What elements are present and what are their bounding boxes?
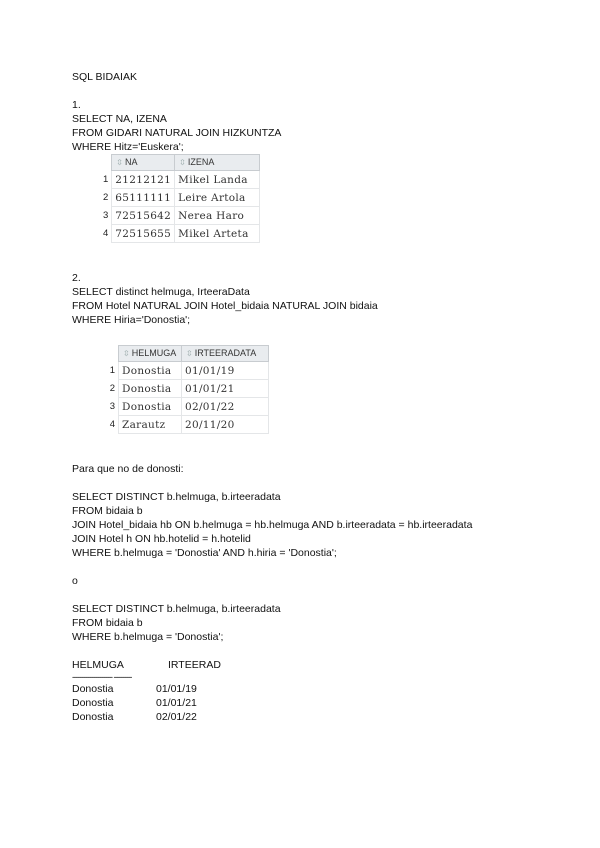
query-1-line: FROM GIDARI NATURAL JOIN HIZKUNTZA <box>72 127 282 139</box>
cell-na: 72515655 <box>112 225 175 243</box>
cell-izena: Mikel Arteta <box>175 225 260 243</box>
cell-irteeradata: 01/01/19 <box>182 362 269 380</box>
cell-irteeradata: 02/01/22 <box>182 398 269 416</box>
result-separator: -------------------- --------- <box>72 672 132 682</box>
table-row <box>92 416 269 434</box>
cell-helmuga: Zarautz <box>119 416 182 434</box>
cell-irteeradata: 01/01/21 <box>182 380 269 398</box>
result-row: Donostia 01/01/19 <box>72 683 197 695</box>
query-3-line: WHERE b.helmuga = 'Donostia' AND h.hiria = 'Donostia'; <box>72 547 337 559</box>
table-row <box>100 225 260 243</box>
query-2-line: WHERE Hiria='Donostia'; <box>72 314 191 326</box>
query-1-line: SELECT NA, IZENA <box>72 113 167 125</box>
query-1-line: WHERE Hitz='Euskera'; <box>72 141 184 153</box>
cell-izena: Mikel Landa <box>175 171 260 189</box>
query-3-line: SELECT DISTINCT b.helmuga, b.irteeradata <box>72 491 281 503</box>
table-row <box>92 398 269 416</box>
query-1-result-grid <box>100 154 260 243</box>
result-header: IRTEERAD <box>168 659 221 671</box>
result-header-row <box>72 658 572 672</box>
column-header-helmuga: ⇳ HELMUGA <box>119 346 182 362</box>
column-header-na: ⇳ NA <box>112 155 175 171</box>
query-3-line: JOIN Hotel h ON hb.hotelid = h.hotelid <box>72 533 251 545</box>
column-header-izena: ⇳ IZENA <box>175 155 260 171</box>
cell-helmuga: Donostia <box>119 362 182 380</box>
row-number: 3 <box>100 207 112 225</box>
table-row <box>100 189 260 207</box>
cell-izena: Nerea Haro <box>175 207 260 225</box>
query-2-number: 2. <box>72 272 81 284</box>
row-number: 2 <box>100 189 112 207</box>
query-1-number: 1. <box>72 99 81 111</box>
row-number: 1 <box>92 362 119 380</box>
query-2-line: FROM Hotel NATURAL JOIN Hotel_bidaia NATURAL JOIN bidaia <box>72 300 378 312</box>
query-4-line: FROM bidaia b <box>72 617 143 629</box>
document-title: SQL BIDAIAK <box>72 71 137 83</box>
document-page <box>72 70 572 724</box>
row-number: 1 <box>100 171 112 189</box>
or-text: o <box>72 575 78 587</box>
cell-na: 21212121 <box>112 171 175 189</box>
row-number: 3 <box>92 398 119 416</box>
sort-icon: ⇳ <box>123 349 130 358</box>
query-4-line: WHERE b.helmuga = 'Donostia'; <box>72 631 224 643</box>
query-3-line: FROM bidaia b <box>72 505 143 517</box>
table-row <box>92 362 269 380</box>
result-row: Donostia 02/01/22 <box>72 711 197 723</box>
sort-icon: ⇳ <box>186 349 193 358</box>
row-number: 4 <box>92 416 119 434</box>
query-4-line: SELECT DISTINCT b.helmuga, b.irteeradata <box>72 603 281 615</box>
row-number: 4 <box>100 225 112 243</box>
table-row <box>100 207 260 225</box>
table-row <box>100 171 260 189</box>
query-2-line: SELECT distinct helmuga, IrteeraData <box>72 286 250 298</box>
cell-helmuga: Donostia <box>119 398 182 416</box>
cell-izena: Leire Artola <box>175 189 260 207</box>
note-text: Para que no de donosti: <box>72 463 184 475</box>
column-header-irteeradata: ⇳ IRTEERADATA <box>182 346 269 362</box>
row-number: 2 <box>92 380 119 398</box>
sort-icon: ⇳ <box>179 158 186 167</box>
sort-icon: ⇳ <box>116 158 123 167</box>
result-row: Donostia 01/01/21 <box>72 697 197 709</box>
cell-helmuga: Donostia <box>119 380 182 398</box>
cell-irteeradata: 20/11/20 <box>182 416 269 434</box>
cell-na: 72515642 <box>112 207 175 225</box>
query-2-result-grid <box>92 345 269 434</box>
cell-na: 65111111 <box>112 189 175 207</box>
table-row <box>92 380 269 398</box>
query-3-line: JOIN Hotel_bidaia hb ON b.helmuga = hb.helmuga AND b.irteeradata = hb.irteeradata <box>72 519 473 531</box>
result-header: HELMUGA <box>72 659 124 671</box>
